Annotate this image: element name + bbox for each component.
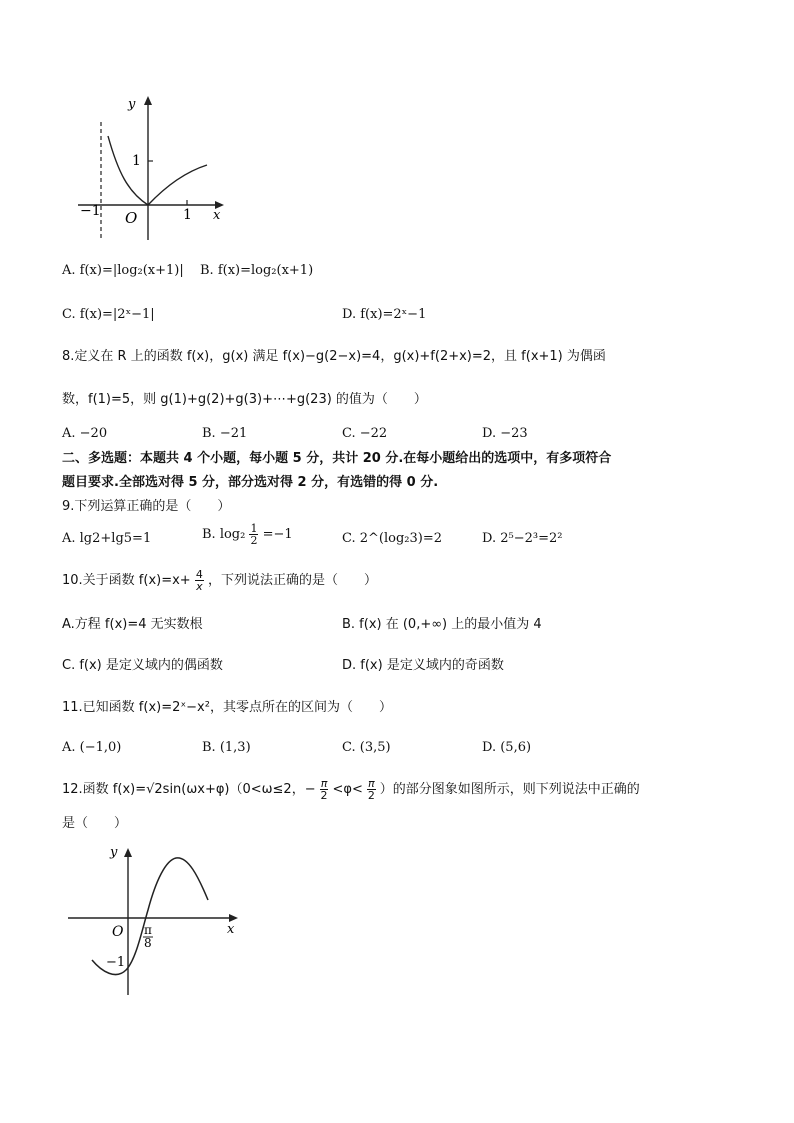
tick-x-pi: π — [144, 923, 152, 937]
q10-fraction — [195, 569, 204, 592]
q12-stem-line2: 是（ ） — [62, 816, 128, 831]
q9-b-log: B. log₂ — [202, 527, 246, 542]
q11-option-a[interactable]: A. (−1,0) — [62, 740, 122, 755]
x-label: x — [227, 922, 235, 937]
q12-stem-mid: <φ< — [332, 782, 363, 797]
q10-stem-pre: 10.关于函数 f(x)=x+ — [62, 573, 191, 588]
y-label: y — [128, 97, 136, 112]
q11-option-d[interactable]: D. (5,6) — [482, 740, 532, 755]
q8-option-a[interactable]: A. −20 — [62, 426, 108, 441]
q8-stem-line2: 数，f(1)=5，则 g(1)+g(2)+g(3)+⋯+g(23) 的值为（ ） — [62, 392, 427, 407]
q7-option-d[interactable]: D. f(x)=2ˣ−1 — [342, 307, 427, 322]
y-axis-arrow — [144, 96, 152, 105]
tick-x-neg1: −1 — [80, 203, 101, 219]
sine-graph — [64, 840, 244, 1000]
q12-stem-pre: 12.函数 f(x)=√2sin(ωx+φ)（0<ω≤2，− — [62, 782, 316, 797]
y-label: y — [110, 845, 118, 860]
q8-option-d[interactable]: D. −23 — [482, 426, 528, 441]
tick-x-eight: 8 — [144, 936, 152, 950]
q9-b-numerator: 1 — [250, 522, 258, 535]
q9-option-b[interactable] — [202, 523, 293, 546]
x-axis-arrow — [229, 914, 238, 922]
q7-option-a[interactable]: A. f(x)=|log₂(x+1)| — [62, 263, 184, 278]
q10-stem — [62, 569, 377, 592]
q9-b-fraction — [249, 523, 258, 546]
curve-right-branch — [148, 165, 207, 205]
q10-option-c[interactable]: C. f(x) 是定义域内的偶函数 — [62, 658, 223, 673]
q10-option-b[interactable]: B. f(x) 在 (0,+∞) 上的最小值为 4 — [342, 617, 542, 632]
q12-frac1-num: π — [320, 777, 328, 790]
tick-y-1: 1 — [132, 153, 141, 169]
q9-b-result: =−1 — [262, 527, 293, 542]
q12-stem-line1 — [62, 778, 640, 801]
q10-denominator: x — [196, 580, 203, 593]
q7-option-c[interactable]: C. f(x)=|2ˣ−1| — [62, 307, 155, 322]
q9-option-a[interactable]: A. lg2+lg5=1 — [62, 531, 152, 546]
y-axis-arrow — [124, 848, 132, 857]
q9-option-d[interactable]: D. 2⁵−2³=2² — [482, 531, 563, 546]
q11-option-c[interactable]: C. (3,5) — [342, 740, 391, 755]
q10-option-a[interactable]: A.方程 f(x)=4 无实数根 — [62, 617, 203, 632]
q12-frac1-den: 2 — [320, 789, 328, 802]
log-abs-graph — [70, 92, 240, 242]
q8-option-b[interactable]: B. −21 — [202, 426, 248, 441]
origin-label: O — [125, 209, 138, 227]
q12-frac2-den: 2 — [367, 789, 375, 802]
q10-numerator: 4 — [195, 568, 203, 581]
section2-heading-line1: 二、多选题：本题共 4 个小题，每小题 5 分，共计 20 分.在每小题给出的选项中，有多项符合 — [62, 451, 612, 466]
q12-fraction-1 — [320, 778, 329, 801]
tick-x-1: 1 — [183, 207, 192, 223]
origin-label: O — [112, 924, 124, 940]
curve-left-branch — [108, 136, 148, 205]
q12-stem-post: ）的部分图象如图所示，则下列说法中正确的 — [379, 782, 640, 797]
section2-heading-line2: 题目要求.全部选对得 5 分，部分选对得 2 分，有选错的得 0 分. — [62, 475, 439, 490]
q11-stem: 11.已知函数 f(x)=2ˣ−x²，其零点所在的区间为（ ） — [62, 700, 392, 715]
q7-option-b[interactable]: B. f(x)=log₂(x+1) — [200, 263, 314, 278]
q8-stem-line1: 8.定义在 R 上的函数 f(x)，g(x) 满足 f(x)−g(2−x)=4，g(x)+f(2+x)=2，且 f(x+1) 为偶函 — [62, 349, 606, 364]
q12-fraction-2 — [367, 778, 376, 801]
q8-option-c[interactable]: C. −22 — [342, 426, 388, 441]
q12-frac2-num: π — [368, 777, 375, 790]
x-label: x — [213, 208, 221, 223]
q9-stem: 9.下列运算正确的是（ ） — [62, 499, 231, 514]
q10-option-d[interactable]: D. f(x) 是定义域内的奇函数 — [342, 658, 504, 673]
q9-option-c[interactable]: C. 2^(log₂3)=2 — [342, 531, 443, 546]
q10-stem-post: ，下列说法正确的是（ ） — [207, 573, 377, 588]
q11-option-b[interactable]: B. (1,3) — [202, 740, 251, 755]
tick-y-neg1: −1 — [106, 955, 126, 970]
q9-b-denominator: 2 — [250, 534, 258, 547]
